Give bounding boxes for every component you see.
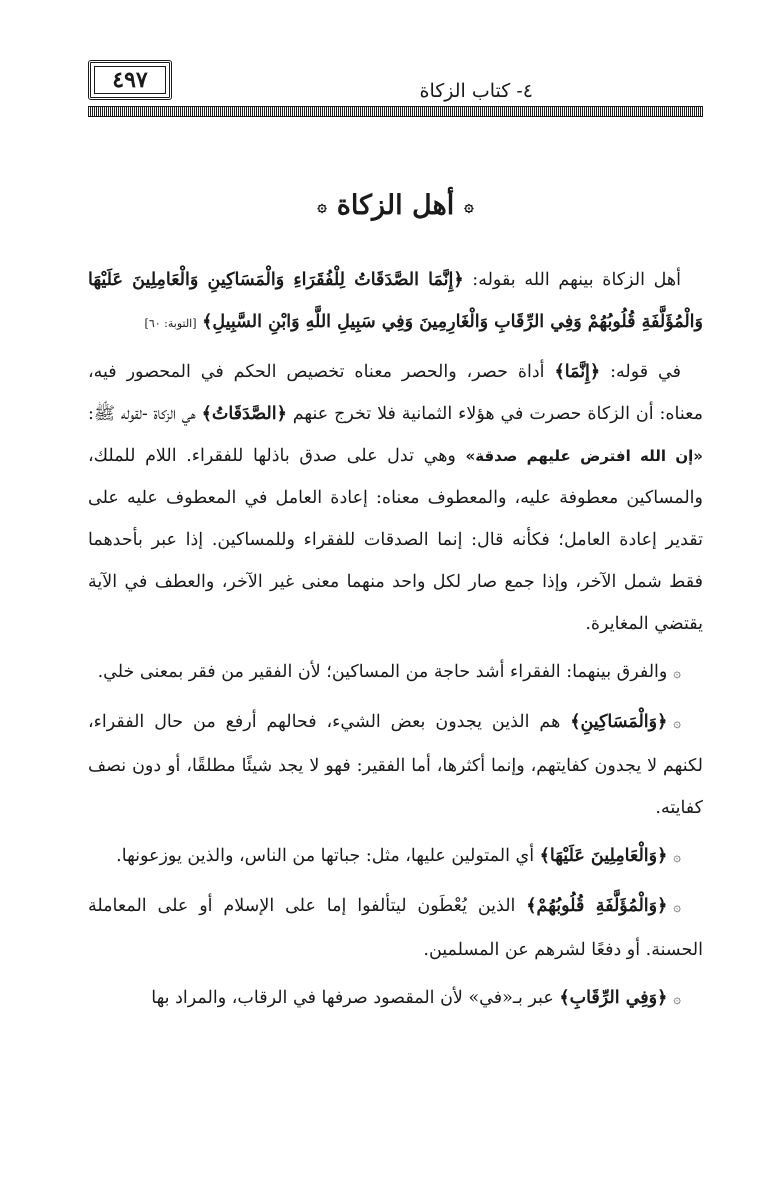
- paragraph-text: هم الذين يجدون بعض الشيء، فحالهم أرفع من حال الفقراء، لكنهم لا يجدون كفايتهم، وإنما أكثرها، أما الفقير: فهو لا يجد شيئًا مطلقًا، أو دون نصف كفايته.: [88, 712, 703, 818]
- ornament-icon: ۞: [317, 196, 327, 215]
- header-rule: [88, 106, 703, 117]
- paragraph-4: [88, 701, 703, 829]
- paragraph-2: [88, 351, 703, 645]
- paragraph-text: أي المتولين عليها، مثل: جباتها من الناس، والذين يوزعونها.: [116, 846, 540, 866]
- quran-word: ﴿وَالْمَسَاكِينِ﴾: [570, 712, 668, 732]
- paragraph-1: [88, 259, 703, 345]
- page-number-frame: [88, 60, 172, 100]
- quran-verse: ﴿إِنَّمَا الصَّدَقَاتُ لِلْفُقَرَاءِ وَالْمَسَاكِينِ وَالْعَامِلِينَ عَلَيْهَا وَالْمُؤَلَّفَةِ قُلُوبُهُمْ وَفِي الرِّقَابِ وَالْغَارِمِينَ وَفِي سَبِيلِ اللَّهِ وَابْنِ السَّبِيلِ﴾: [88, 270, 703, 332]
- paragraph-5: [88, 835, 703, 879]
- paragraph-text: هي الزكاة -لقوله ﷺ:: [88, 404, 202, 424]
- quran-word: ﴿إِنَّمَا﴾: [554, 362, 601, 382]
- paragraph-6: [88, 885, 703, 971]
- paragraph-text: وهي تدل على صدق باذلها للفقراء. اللام للملك، والمساكين معطوفة عليه، والمعطوف معناه: إعادة العامل في المعطوف عليه على تقدير إعادة العامل؛ فكأنه قال: إنما الصدقات للفقراء وللمساكين. إذا عبر بأحدهما فقط شمل الآخر، وإذا جمع صار لكل واحد منهما معنى غير الآخر، والعطف في الآية يقتضي المغايرة.: [88, 446, 703, 634]
- body-text: [88, 259, 703, 1021]
- paragraph-text: والفرق بينهما: الفقراء أشد حاجة من المساكين؛ لأن الفقير من فقر بمعنى خلي.: [97, 662, 668, 682]
- paragraph-text: أهل الزكاة بينهم الله بقوله:: [463, 270, 681, 290]
- page-number: ٤٩٧: [112, 67, 148, 93]
- verse-reference: [التوبة: ٦٠]: [144, 317, 197, 330]
- ornament-icon: ۞: [673, 850, 681, 865]
- ornament-icon: ۞: [464, 196, 474, 215]
- hadith-quote: «إن الله افترض عليهم صدقة»: [465, 447, 703, 465]
- section-title: أهل الزكاة: [336, 190, 455, 221]
- paragraph-7: [88, 977, 703, 1021]
- page-header: [88, 60, 703, 120]
- quran-word: ﴿وَفِي الرِّقَابِ﴾: [559, 988, 668, 1008]
- paragraph-text: عبر بـ«في» لأن المقصود صرفها في الرقاب، والمراد بها: [151, 988, 560, 1008]
- paragraph-text: في قوله:: [600, 362, 682, 382]
- quran-word: ﴿وَالْمُؤَلَّفَةِ قُلُوبُهُمْ﴾: [526, 896, 668, 916]
- ornament-icon: ۞: [673, 900, 681, 915]
- paragraph-text: الذين يُعْطَون ليتألفوا إما على الإسلام أو على المعاملة الحسنة. أو دفعًا لشرهم عن المسلمين.: [88, 896, 703, 960]
- paragraph-text: أداة حصر، والحصر معناه تخصيص الحكم في المحصور فيه، معناه: أن الزكاة حصرت في هؤلاء الثمانية فلا تخرج عنهم: [88, 362, 703, 424]
- ornament-icon: ۞: [673, 992, 681, 1007]
- paragraph-3: [88, 651, 703, 695]
- book-page: [88, 60, 703, 1120]
- quran-word: ﴿وَالْعَامِلِينَ عَلَيْهَا﴾: [539, 846, 668, 866]
- ornament-icon: ۞: [673, 666, 681, 681]
- section-heading: [88, 190, 703, 221]
- quran-word: ﴿الصَّدَقَاتُ﴾: [201, 404, 287, 424]
- ornament-icon: ۞: [673, 716, 681, 731]
- running-title: ٤- كتاب الزكاة: [419, 80, 533, 102]
